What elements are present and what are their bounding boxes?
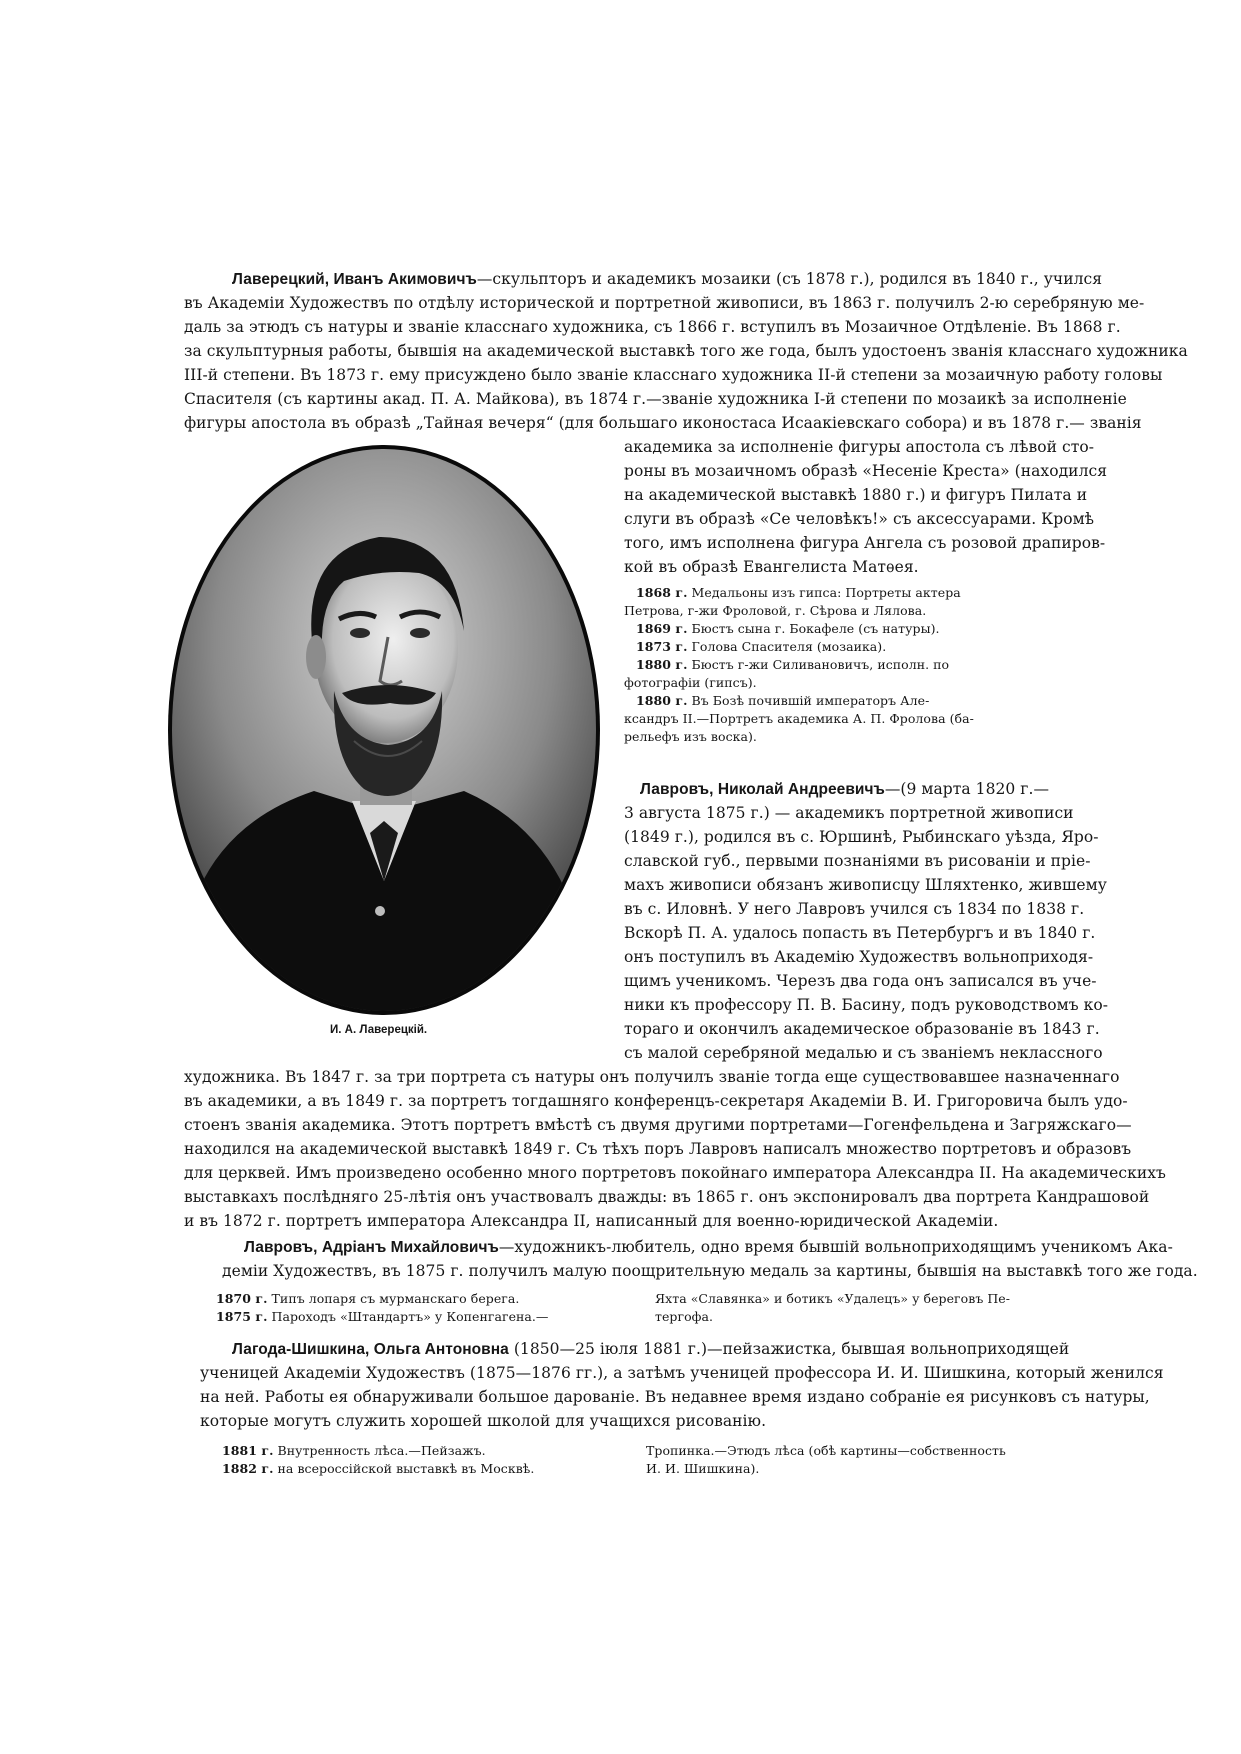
entry-2-text: —(9 марта 1820 г.—: [884, 780, 1049, 798]
entry-1-line-3: даль за этюдъ съ натуры и званіе класснаго художника, съ 1866 г. вступилъ въ Мозаичное Отдѣленіе. Въ 1868 г.: [184, 318, 1121, 336]
entry-2-side-12: съ малой серебряной медалью и съ званіемъ неклассного: [624, 1044, 1103, 1062]
entry-3-heading: Лавровъ, Адріанъ Михайловичъ: [244, 1239, 499, 1256]
entry-2-full-4: находился на академической выставкѣ 1849 г. Съ тѣхъ поръ Лавровъ написалъ множество портретовъ и образовъ: [184, 1140, 1132, 1158]
works-1-row-5: [636, 657, 949, 673]
entry-2-side-5: махъ живописи обязанъ живописцу Шляхтенко, жившему: [624, 876, 1107, 894]
entry-2-side-11: тораго и окончилъ академическое образованіе въ 1843 г.: [624, 1020, 1100, 1038]
entry-1-line-1: [232, 269, 1102, 290]
entry-1-side-2: роны въ мозаичномъ образѣ «Несеніе Креста» (находился: [624, 462, 1108, 480]
entry-1-text: —скульпторъ и академикъ мозаики (съ 1878 г.), родился въ 1840 г., учился: [476, 270, 1103, 288]
works-1-row-1: [636, 585, 961, 601]
entry-1-side-4: слуги въ образѣ «Се человѣкъ!» съ аксессуарами. Кромѣ: [624, 510, 1095, 528]
entry-3-text: —художникъ-любитель, одно время бывшій вольноприходящимъ ученикомъ Ака-: [498, 1238, 1173, 1256]
works-1-row-8: ксандръ II.—Портретъ академика А. П. Фролова (ба-: [624, 711, 974, 726]
work-text: Бюстъ г-жи Силивановичъ, исполн. по: [691, 657, 950, 672]
entry-2-heading: Лавровъ, Николай Андреевичъ: [640, 781, 885, 798]
entry-2-side-2: 3 августа 1875 г.) — академикъ портретной живописи: [624, 804, 1074, 822]
entry-1-side-1: академика за исполненіе фигуры апостола съ лѣвой сто-: [624, 438, 1095, 456]
entry-2-full-5: для церквей. Имъ произведено особенно много портретовъ покойнаго императора Александра II. На академическихъ: [184, 1164, 1166, 1182]
works-1-row-2: Петрова, г-жи Фроловой, г. Сѣрова и Лялова.: [624, 603, 927, 618]
work-text: Голова Спасителя (мозаика).: [691, 639, 887, 654]
works-1-row-6: фотографіи (гипсъ).: [624, 675, 757, 690]
works-3-left-1: [216, 1291, 519, 1307]
entry-2-side-6: въ с. Иловнѣ. У него Лавровъ учился съ 1834 по 1838 г.: [624, 900, 1085, 918]
works-3-right-1: Яхта «Славянка» и ботикъ «Удалецъ» у береговъ Пе-: [655, 1291, 1011, 1306]
entry-1-line-5: III-й степени. Въ 1873 г. ему присуждено было званіе класснаго художника II-й степени за мозаичную работу головы: [184, 366, 1163, 384]
entry-3-line-1: [244, 1237, 1173, 1258]
work-text: Въ Бозѣ почившій императоръ Але-: [691, 693, 930, 708]
entry-1-line-4: за скульптурныя работы, бывшія на академической выставкѣ того же года, былъ удостоенъ званія класснаго художника: [184, 342, 1188, 360]
work-text: Типъ лопаря съ мурманскаго берега.: [271, 1291, 520, 1306]
entry-1-heading: Лаверецкий, Иванъ Акимовичъ: [232, 271, 477, 288]
entry-4-line-3: на ней. Работы ея обнаруживали большое дарованіе. Въ недавнее время издано собраніе ея рисунковъ съ натуры,: [200, 1388, 1150, 1406]
works-3-right-2: тергофа.: [655, 1309, 713, 1324]
entry-3-line-2: деміи Художествъ, въ 1875 г. получилъ малую поощрительную медаль за картины, бывшія на выставкѣ того же года.: [222, 1262, 1198, 1280]
entry-2-full-6: выставкахъ послѣдняго 25-лѣтія онъ участвовалъ дважды: въ 1865 г. онъ экспонировалъ два портрета Кандрашовой: [184, 1188, 1150, 1206]
entry-2-full-1: художника. Въ 1847 г. за три портрета съ натуры онъ получилъ званіе тогда еще существовавшее назначеннаго: [184, 1068, 1120, 1086]
entry-2-side-7: Вскорѣ П. А. удалось попасть въ Петербургъ и въ 1840 г.: [624, 924, 1096, 942]
works-1-row-9: рельефъ изъ воска).: [624, 729, 757, 744]
entry-2-full-2: въ академики, а въ 1849 г. за портретъ тогдашняго конференцъ-секретаря Академіи В. И. Григоровича былъ удо-: [184, 1092, 1128, 1110]
work-text: на всероссійской выставкѣ въ Москвѣ.: [277, 1461, 535, 1476]
portrait-photo: [164, 441, 604, 1019]
works-4-left-2: [222, 1461, 534, 1477]
work-year: 1873 г.: [636, 639, 688, 654]
work-year: 1869 г.: [636, 621, 688, 636]
entry-4-text: (1850—25 іюля 1881 г.)—пейзажистка, бывшая вольноприходящей: [513, 1340, 1070, 1358]
entry-4-line-2: ученицей Академіи Художествъ (1875—1876 гг.), а затѣмъ ученицей профессора И. И. Шишкина, который женился: [200, 1364, 1164, 1382]
entry-4-line-1: [232, 1339, 1069, 1360]
entry-1-side-3: на академической выставкѣ 1880 г.) и фигуръ Пилата и: [624, 486, 1088, 504]
entry-1-line-7: фигуры апостола въ образѣ „Тайная вечеря“ (для большаго иконостаса Исаакіевскаго собора) и въ 1878 г.— званія: [184, 414, 1142, 432]
works-4-left-1: [222, 1443, 486, 1459]
entry-1-side-5: того, имъ исполнена фигура Ангела съ розовой драпиров-: [624, 534, 1106, 552]
works-1-row-3: [636, 621, 940, 637]
entry-1-side-6: кой въ образѣ Евангелиста Матѳея.: [624, 558, 919, 576]
entry-1-line-2: въ Академіи Художествъ по отдѣлу исторической и портретной живописи, въ 1863 г. получилъ 2-ю серебряную ме-: [184, 294, 1145, 312]
entry-2-side-8: онъ поступилъ въ Академію Художествъ вольноприходя-: [624, 948, 1094, 966]
portrait-caption: И. А. Лаверецкій.: [330, 1024, 428, 1036]
work-text: Медальоны изъ гипса: Портреты актера: [691, 585, 961, 600]
works-1-row-7: [636, 693, 929, 709]
entry-2-full-7: и въ 1872 г. портретъ императора Александра II, написанный для военно-юридической Академіи.: [184, 1212, 999, 1230]
works-1-row-4: [636, 639, 886, 655]
work-year: 1882 г.: [222, 1461, 274, 1476]
work-year: 1881 г.: [222, 1443, 274, 1458]
entry-4-heading: Лагода-Шишкина, Ольга Антоновна: [232, 1341, 509, 1358]
work-year: 1880 г.: [636, 657, 688, 672]
work-text: Бюстъ сына г. Бокафеле (съ натуры).: [691, 621, 940, 636]
work-year: 1868 г.: [636, 585, 688, 600]
entry-2-line-1: [640, 779, 1049, 800]
work-text: Внутренность лѣса.—Пейзажъ.: [277, 1443, 486, 1458]
works-4-right-1: Тропинка.—Этюдъ лѣса (обѣ картины—собственность: [646, 1443, 1006, 1458]
work-year: 1870 г.: [216, 1291, 268, 1306]
works-3-left-2: [216, 1309, 548, 1325]
entry-2-side-9: щимъ ученикомъ. Черезъ два года онъ записался въ уче-: [624, 972, 1097, 990]
entry-4-line-4: которые могутъ служить хорошей школой для учащихся рисованію.: [200, 1412, 767, 1430]
work-text: Пароходъ «Штандартъ» у Копенгагена.—: [271, 1309, 549, 1324]
entry-2-side-4: славской губ., первыми познаніями въ рисованіи и пріе-: [624, 852, 1091, 870]
work-year: 1880 г.: [636, 693, 688, 708]
work-year: 1875 г.: [216, 1309, 268, 1324]
entry-2-full-3: стоенъ званія академика. Этотъ портретъ вмѣстѣ съ двумя другими портретами—Гогенфельдена и Загряжскаго—: [184, 1116, 1132, 1134]
entry-2-side-10: ники къ профессору П. В. Басину, подъ руководствомъ ко-: [624, 996, 1109, 1014]
entry-1-line-6: Спасителя (съ картины акад. П. А. Майкова), въ 1874 г.—званіе художника I-й степени по мозаикѣ за исполненіе: [184, 390, 1127, 408]
works-4-right-2: И. И. Шишкина).: [646, 1461, 760, 1476]
entry-2-side-3: (1849 г.), родился въ с. Юршинѣ, Рыбинскаго уѣзда, Яро-: [624, 828, 1099, 846]
